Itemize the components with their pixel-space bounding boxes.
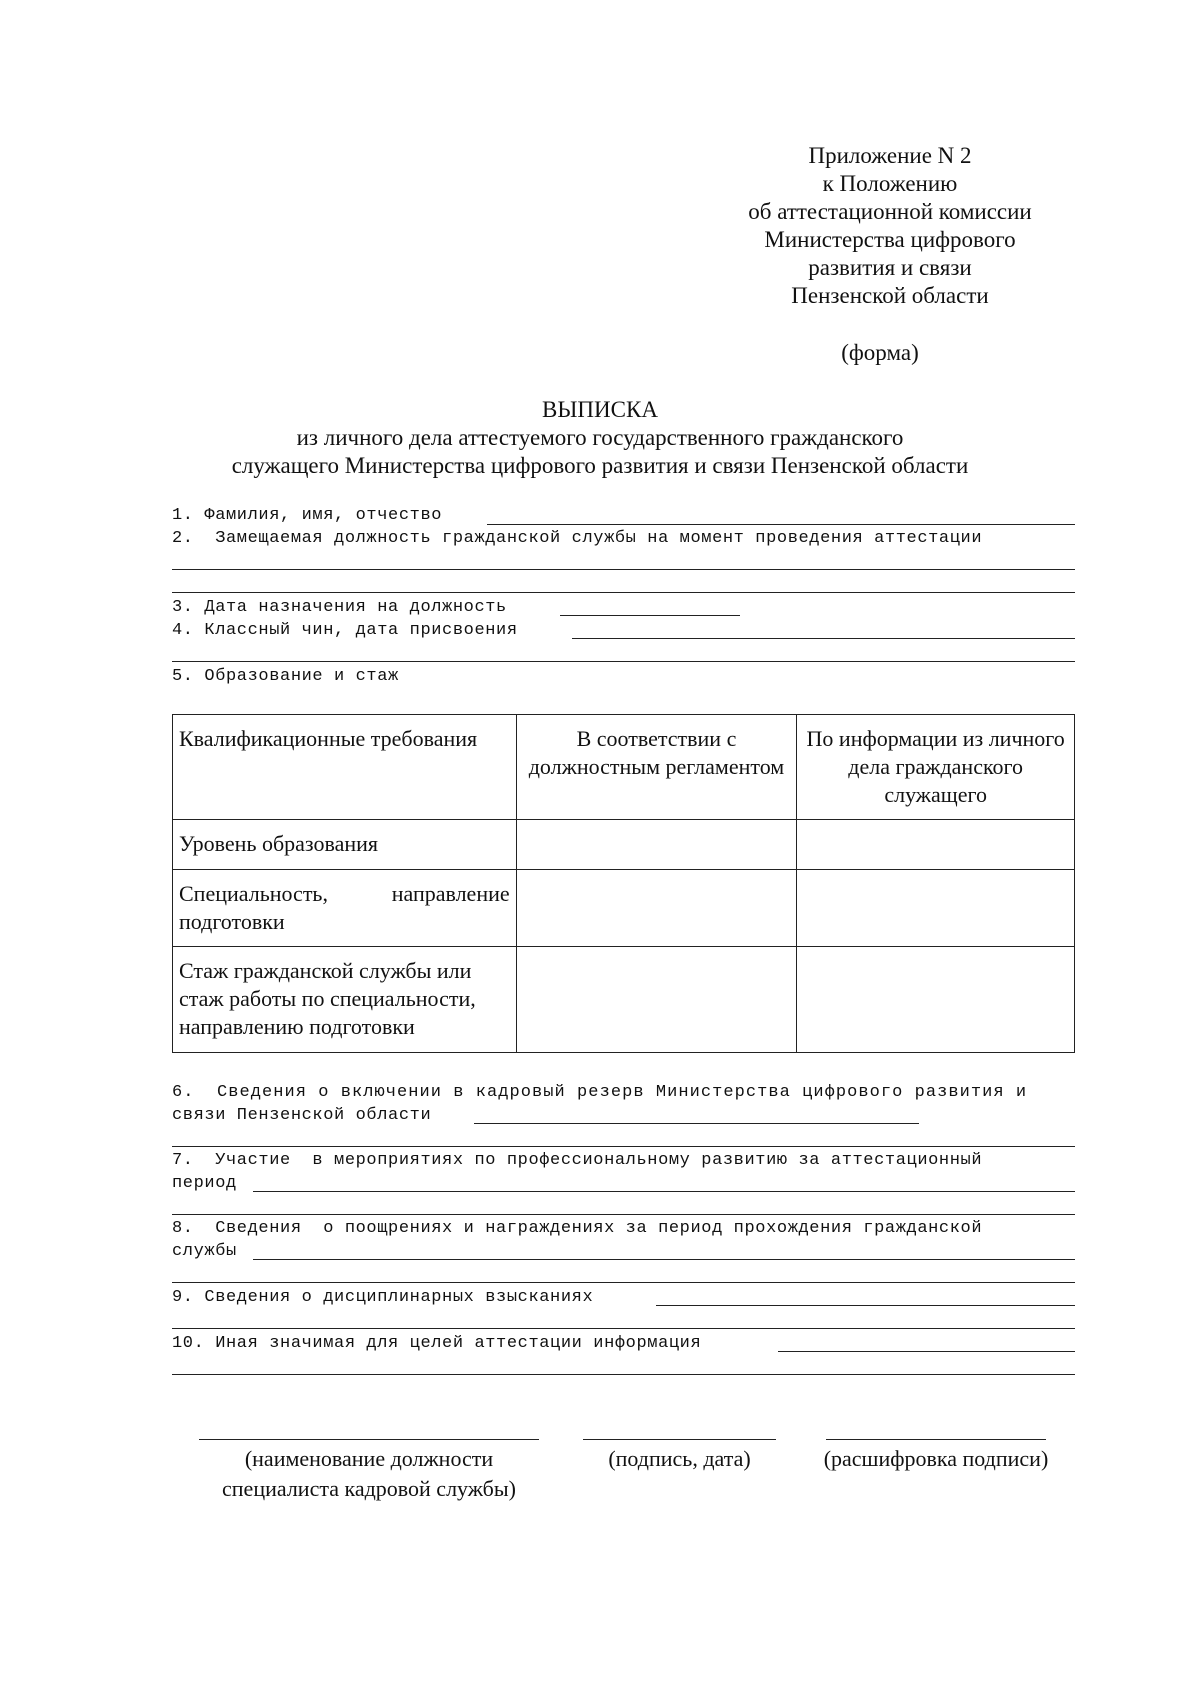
field-disciplinary-label: 9. Сведения о дисциплинарных взысканиях xyxy=(172,1288,594,1307)
table-cell[interactable] xyxy=(516,870,797,947)
field-other-info-line-1[interactable] xyxy=(778,1351,1075,1352)
field-awards-line-2[interactable] xyxy=(172,1282,1075,1283)
field-full-name-line[interactable] xyxy=(487,524,1075,525)
table-row-label xyxy=(173,870,517,947)
field-training-label-1: 7. Участие в мероприятиях по профессиональному развитию за аттестационный xyxy=(172,1151,983,1170)
appendix-line: развития и связи xyxy=(808,255,972,280)
table-row xyxy=(173,870,1075,947)
signature-sign-line[interactable] xyxy=(583,1439,776,1440)
document-title xyxy=(0,396,1200,452)
field-position-line-2[interactable] xyxy=(172,592,1075,593)
field-awards-line-1[interactable] xyxy=(253,1259,1075,1260)
table-row xyxy=(173,820,1075,870)
table-header-row xyxy=(173,715,1075,820)
table-row-label-text: Специальность, направление подготовки xyxy=(179,881,510,934)
form-mark: (форма) xyxy=(841,340,919,365)
table-row-label: Стаж гражданской службы или стаж работы по специальности, направлению подготовки xyxy=(173,947,517,1053)
position-caption-line-1: (наименование должности xyxy=(244,1446,494,1471)
table-header-cell: Квалификационные требования xyxy=(173,715,517,820)
appendix-line: об аттестационной комиссии xyxy=(748,199,1032,224)
table-header-cell: По информации из личного дела гражданского служащего xyxy=(797,715,1075,820)
appendix-header xyxy=(680,142,1100,310)
field-full-name-label: 1. Фамилия, имя, отчество xyxy=(172,506,443,525)
table-row xyxy=(173,947,1075,1053)
field-reserve-label-2: связи Пензенской области xyxy=(172,1106,432,1125)
field-appointment-date-label: 3. Дата назначения на должность xyxy=(172,598,507,617)
field-education-label: 5. Образование и стаж xyxy=(172,667,399,686)
title-subtitle-1: из личного дела аттестуемого государственного гражданского xyxy=(296,425,904,450)
field-reserve-label-1: 6. Сведения о включении в кадровый резерв Министерства цифрового развития и xyxy=(172,1083,1028,1102)
field-class-rank-line-1[interactable] xyxy=(572,638,1075,639)
appendix-line: к Положению xyxy=(822,171,958,196)
field-class-rank-line-2[interactable] xyxy=(172,661,1075,662)
education-table xyxy=(172,714,1075,1053)
decode-caption: (расшифровка подписи) xyxy=(823,1446,1049,1471)
field-disciplinary-line-2[interactable] xyxy=(172,1328,1075,1329)
field-position-line-1[interactable] xyxy=(172,569,1075,570)
appendix-line: Пензенской области xyxy=(791,283,989,308)
table-row-label: Уровень образования xyxy=(173,820,517,870)
field-reserve-line-2[interactable] xyxy=(172,1146,1075,1147)
field-appointment-date-line[interactable] xyxy=(560,615,740,616)
field-other-info-line-2[interactable] xyxy=(172,1374,1075,1375)
table-header-cell: В соответствии с должностным регламентом xyxy=(516,715,797,820)
field-class-rank-label: 4. Классный чин, дата присвоения xyxy=(172,621,518,640)
table-cell[interactable] xyxy=(516,820,797,870)
table-cell[interactable] xyxy=(797,947,1075,1053)
field-reserve-line-1[interactable] xyxy=(474,1123,919,1124)
title-main: ВЫПИСКА xyxy=(542,397,658,422)
table-cell[interactable] xyxy=(797,820,1075,870)
field-training-line-2[interactable] xyxy=(172,1214,1075,1215)
title-subtitle-2: служащего Министерства цифрового развития и связи Пензенской области xyxy=(231,453,969,478)
appendix-line: Приложение N 2 xyxy=(808,143,972,168)
position-caption xyxy=(189,1444,549,1504)
field-awards-label-2: службы xyxy=(172,1242,237,1261)
table-cell[interactable] xyxy=(516,947,797,1053)
position-caption-line-2: специалиста кадровой службы) xyxy=(222,1476,516,1501)
signature-decode-line[interactable] xyxy=(826,1439,1046,1440)
field-other-info-label: 10. Иная значимая для целей аттестации информация xyxy=(172,1334,702,1353)
table-cell[interactable] xyxy=(797,870,1075,947)
field-position-label: 2. Замещаемая должность гражданской службы на момент проведения аттестации xyxy=(172,529,983,548)
field-disciplinary-line-1[interactable] xyxy=(656,1305,1075,1306)
appendix-line: Министерства цифрового xyxy=(764,227,1016,252)
field-training-label-2: период xyxy=(172,1174,237,1193)
field-awards-label-1: 8. Сведения о поощрениях и награждениях за период прохождения гражданской xyxy=(172,1219,983,1238)
field-training-line-1[interactable] xyxy=(253,1191,1075,1192)
signature-position-line[interactable] xyxy=(199,1439,539,1440)
sign-caption: (подпись, дата) xyxy=(608,1446,751,1471)
